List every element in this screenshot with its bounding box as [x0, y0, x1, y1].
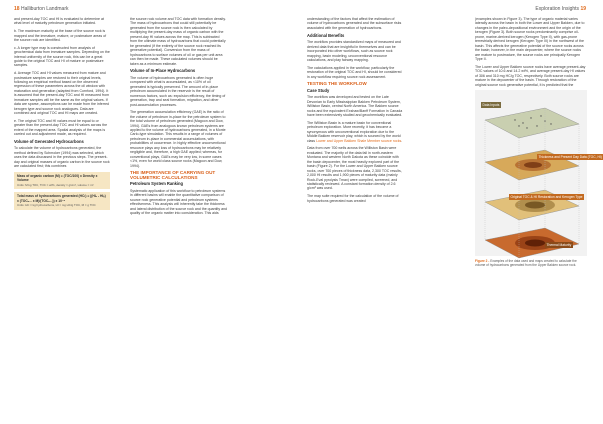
paragraph: The calculations applied in the workflow, particularly the restoration of the original TOC and HI, should be considered in any workflow requiring source rock assessment. [307, 65, 402, 79]
column-4 [475, 17, 602, 268]
paragraph: To calculate the volume of hydrocarbons generated, the method defined by Schmoker (1994) was selected, which uses the data discussed in the previous steps. The present-day and original masses of organic carbon in the source rock are calculated first; this combines [14, 146, 110, 169]
paragraph: The map suite required for the calculation of the volume of hydrocarbons generated was created [307, 194, 399, 203]
equation-hc-generated: Total mass of hydrocarbons generated (HCₜ) = ((HIₒ - HIₚ) x (TOCₒ... x M)/(TOCₒ...)) x 10⁻⁶ [17, 194, 106, 203]
section-heading: Volume of Generated Hydrocarbons [14, 138, 84, 144]
page-header-left [14, 6, 68, 12]
paragraph: b. The maximum maturity at the base of the source rock is mapped and the immature, mature, or postmature areas of the source rock are identified. [14, 29, 107, 42]
caption-figure-ref: Figure 2 - [475, 259, 490, 264]
publisher-name: Halliburton Landmark [20, 6, 69, 12]
publication-name: Exploration Insights [535, 6, 580, 12]
paragraph: Systematic application of this workflow to petroleum systems in different basins will enable the quantitative comparison of source rock generative potential and petroleum systems effectiveness. This analysis will inherently take the thickness and lateral distribution of the source rock and the quantity and quality of the organic matter into consideration. This aids [130, 188, 228, 216]
figure-map-stack [475, 90, 602, 256]
major-heading: TESTING THE WORKFLOW [307, 81, 367, 87]
paragraph: and present-day TOC and HI is evaluated to determine at what level of maturity petroleum generation initiated. [14, 17, 104, 26]
figure-label-data-inputs: Data Inputs [482, 102, 500, 107]
paragraph: understanding of the factors that affect the estimation of volume of hydrocarbons generated and the subsurface risks associated with the generation of hydrocarbons. [307, 17, 402, 30]
major-heading: THE IMPORTANCE OF CARRYING OUT VOLUMETRIC CALCULATIONS [130, 170, 216, 180]
text-run: . [401, 138, 403, 143]
figure-label-original-toc: Original TOC & HI Restoration and Kerogen Type [510, 194, 583, 199]
paragraph: (examples shown in Figure 3). The type of organic material varies laterally across the basin in both the Lower and Upper Bakken, due to changes in the paleo-depositional environment and the origin of the kerogen (Figure 3). Both source rocks predominantly comprise oil-prone, marine-derived kerogen (Kerogen Type II), with gas-prone terrestrially derived kerogen (Kerogen Type III) in the northwest of the basin. This affects the generative potential of the source rocks across the basin; however, in the main depocenter, where the source rocks are mature to postmature, the source rocks are principally Kerogen Type II. [475, 17, 585, 62]
paragraph: The workflow provides standardized maps of measured and derived data that are insightful in themselves and can be incorporated into other workflows, such as source rock mapping, basin modeling, unconventional resource calculations, and play fairway mapping. [307, 40, 401, 62]
section-heading: Volume of In-Place Hydrocarbons [130, 68, 196, 74]
paragraph: The workflow was developed and tested on the Late Devonian to Early Mississippian Bakken Petroleum System, Williston Basin, central North America. The Bakken source rocks and the equivalent Exshaw/Banff Formation in Canada have been extensively studied and geochemically evaluated. [307, 95, 403, 118]
equation-box [14, 172, 110, 189]
column-1 [14, 17, 110, 213]
figure-label-thickness: Thickness and Present Day Data (TOC, HI) [538, 154, 602, 159]
paragraph [307, 121, 403, 143]
section-heading: Case Study [307, 87, 330, 93]
page-number-right: 19 [580, 6, 586, 12]
column-2 [130, 17, 227, 219]
page-number-left: 18 [14, 6, 20, 12]
equation-units: Units: HC = kg hydrocarbons, HI = mg HC/g TOC, M = g TOC [17, 203, 96, 208]
equation-box [14, 192, 110, 209]
paragraph: Data from over 700 wells across the Williston Basin were evaluated. The majority of the data fall in north-eastern Montana and western North Dakota as these coincide with the basin depocenter, the most heavily explored part of the basin (Figure 2). For the Lower and Upper Bakken source rocks, over 700 pieces of thickness data, 2,300 TOC results, 2,000 HI results and 1,900 pieces of maturity data (mainly Rock-Eval pyrolysis Tmax) were compiled, screened, and statistically reviewed. A constant formation density of 2.6 g/cm³ was used. [307, 146, 402, 191]
paragraph: e. The original TOC and HI values must be equal to or greater than the present-day TOC and HI values across the extent of the mapped area. Spatial analysis of the maps is carried out and adjustment made, as required. [14, 118, 108, 137]
paragraph: The Lower and Upper Bakken source rocks have average present-day TOC values of 10.6 and 14.2 wt%, and average present-day HI values of 306 and 310 mg HC/g TOC, respectively. Both source rocks are mature in the depocenter of the basin. Through restoration of the original source rock generative potential, it is predicted that the [475, 64, 586, 87]
data-inputs-map-layer [485, 108, 579, 138]
figure-caption [475, 259, 587, 267]
equation-units: Units: M kg TOC, TOC = wt%, density = g/cm³, volume = m³ [17, 182, 94, 187]
figure-label-thermal-maturity: Thermal Maturity [546, 242, 572, 247]
paragraph: the source rock volume and TOC data with formation density. The mass of hydrocarbons that could still potentially be generated from the source rock is then calculated by multiplying the present-day mass of organic carbon with the present-day HI values across the map. This is subtracted from the ultimate mass of hydrocarbons that could potentially be generated (if the entirety of the source rock reached its generative potential). Conversion from the mass of hydrocarbons to surface volumes of oil or gas per unit area can then be made. These calculated volumes should be taken as a minimum estimate. [130, 17, 226, 66]
section-heading: Additional Benefits [307, 32, 345, 38]
section-heading: Petroleum System Ranking [130, 181, 184, 187]
text-run: The Williston Basin is a mature basin for conventional petroleum exploration. More recently, it has become a synonymous with unconventional exploration due to the Middle Bakken reservoir play, which is sourced by the world class [307, 120, 401, 143]
paragraph: d. Average TOC and HI values measured from mature and postmature samples are restored to their original levels, following an empirical method based on the observed regression of these parameters across the oil window with maturation and generation (adapted from Cornford, 1994). It is assumed that the present-day TOC and HI measured from immature samples will be the same as the original values. If data are sparse, assumptions can be made from the inferred kerogen type and source rock analogues. Data are combined and original TOC and HI maps are created. [14, 71, 110, 116]
paragraph: The generation accumulation efficiency (GAE) is the ratio of the volume of petroleum in-place for the petroleum system to the total volume of petroleum generated (Magoon and Dow, 1994). GAEs from analogous known petroleum systems are applied to the volume of hydrocarbons generated, in a Monte Carlo-type simulation. This results in a range of volumes of petroleum in-place in commercial accumulations, with probabilities of occurrence. In highly effective unconventional resource plays any loss of hydrocarbons may be relatively negligible and, therefore, a high GAE applied; whereas, for conventional plays, GAEs may be very low, in some cases <1%, even for world class source rocks (Magoon and Dow, 1994). [130, 110, 226, 168]
highlighted-term: Lower and Upper Bakken Shale Member source rocks [316, 138, 402, 143]
paragraph: c. A longer type map is constructed from analysis of geochemical data from immature samples. Depending on the internal uniformity of the source rock, this can be a great guide to the original TOC and HI of mature or postmature samples. [14, 45, 110, 68]
equation-mass: Mass of organic carbon (M) = (TOC/100) x Density x Volume [17, 173, 98, 183]
page-header-right [535, 6, 586, 12]
caption-text: Examples of the data used and maps created to calculate the volume of hydrocarbons generated from the Upper Bakken source rock. [475, 259, 577, 268]
column-3 [307, 17, 403, 206]
map-stack-graphic [475, 90, 587, 256]
paragraph: The volume of hydrocarbons generated is often huge compared with what is accumulated, as <10% of oil generated is typically preserved. The amount of in-place petroleum accumulated in the reservoir is the result of numerous factors, such as: expulsion efficiency, the timing of generation, trap and seal formation, migration, and other post-accumulation processes. [130, 75, 226, 107]
